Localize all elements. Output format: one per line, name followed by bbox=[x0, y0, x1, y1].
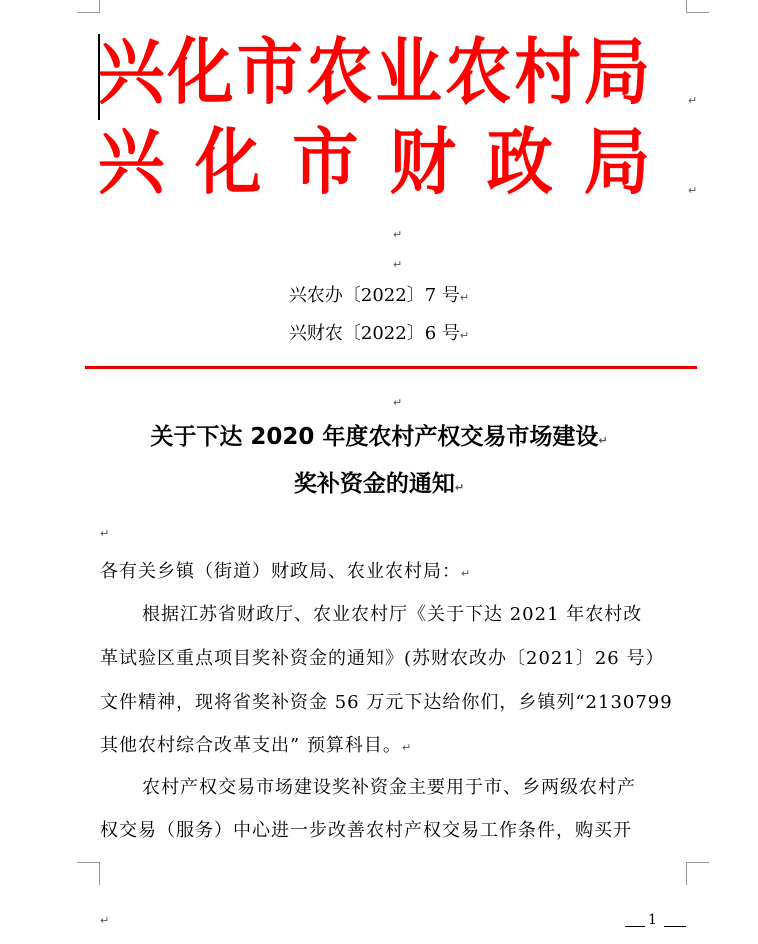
header-char: 兴 bbox=[98, 29, 165, 114]
paragraph-mark: ↵ bbox=[393, 396, 403, 409]
notice-title-line-2 bbox=[0, 469, 758, 503]
paragraph-mark: ↵ bbox=[688, 184, 698, 197]
paragraph-mark: ↵ bbox=[598, 434, 608, 447]
salutation-text: 各有关乡镇（街道）财政局、农业农村局： bbox=[100, 561, 461, 582]
crop-mark-top-left bbox=[77, 0, 100, 13]
paragraph-mark: ↵ bbox=[393, 258, 403, 271]
document-number-finance bbox=[0, 322, 758, 348]
paragraph-2-line-2: 权交易（服务）中心进一步改善农村产权交易工作条件，购买开 bbox=[100, 820, 632, 841]
header-char: 政 bbox=[486, 119, 553, 204]
paragraph-1-line-2: 革试验区重点项目奖补资金的通知》(苏财农改办〔2021〕26 号） bbox=[100, 648, 665, 669]
title-text: 关于下达 2020 年度农村产权交易市场建设 bbox=[150, 424, 599, 450]
doc-number-text: 兴农办〔2022〕7 号 bbox=[288, 285, 460, 306]
header-char: 局 bbox=[583, 119, 650, 204]
header-char: 农 bbox=[444, 29, 512, 114]
paragraph-1-line-3: 文件精神，现将省奖补资金 56 万元下达给你们，乡镇列“2130799 bbox=[100, 692, 673, 713]
page-number-dash-left bbox=[625, 926, 645, 927]
header-char: 村 bbox=[514, 29, 581, 114]
doc-number-text: 兴财农〔2022〕6 号 bbox=[288, 323, 460, 344]
title-text: 奖补资金的通知 bbox=[293, 471, 455, 497]
header-char: 业 bbox=[375, 29, 442, 114]
document-number-agriculture bbox=[0, 284, 758, 310]
crop-mark-bottom-left bbox=[77, 862, 100, 885]
paragraph-1-line-1: 根据江苏省财政厅、农业农村厅《关于下达 2021 年农村改 bbox=[142, 604, 643, 625]
paragraph-mark: ↵ bbox=[459, 329, 470, 342]
crop-mark-bottom-right bbox=[686, 862, 709, 885]
header-char: 市 bbox=[236, 29, 304, 114]
paragraph-mark: ↵ bbox=[100, 527, 110, 540]
header-char: 局 bbox=[583, 29, 650, 114]
crop-mark-top-right bbox=[686, 0, 709, 13]
header-char: 市 bbox=[292, 119, 359, 204]
header-issuer-finance bbox=[98, 118, 650, 206]
header-char: 化 bbox=[195, 119, 262, 204]
page-number-dash-right bbox=[664, 926, 686, 927]
paragraph-text: 其他农村综合改革支出” 预算科目。 bbox=[100, 735, 402, 756]
header-char: 兴 bbox=[98, 119, 165, 204]
header-char: 化 bbox=[167, 29, 234, 114]
notice-title-line-1 bbox=[0, 422, 758, 456]
paragraph-mark: ↵ bbox=[401, 741, 413, 754]
paragraph-mark: ↵ bbox=[100, 914, 110, 927]
header-issuer-agriculture bbox=[98, 28, 650, 116]
page-number: 1 bbox=[648, 912, 657, 928]
paragraph-mark: ↵ bbox=[688, 94, 698, 107]
red-divider-rule bbox=[85, 366, 697, 369]
header-char: 农 bbox=[306, 29, 373, 114]
header-char: 财 bbox=[389, 119, 456, 204]
paragraph-mark: ↵ bbox=[461, 567, 472, 580]
paragraph-2-line-1: 农村产权交易市场建设奖补资金主要用于市、乡两级农村产 bbox=[142, 777, 636, 798]
paragraph-mark: ↵ bbox=[454, 481, 465, 494]
paragraph-1-line-4 bbox=[100, 735, 692, 759]
paragraph-mark: ↵ bbox=[459, 291, 470, 304]
paragraph-mark: ↵ bbox=[393, 228, 403, 241]
salutation bbox=[100, 561, 692, 585]
